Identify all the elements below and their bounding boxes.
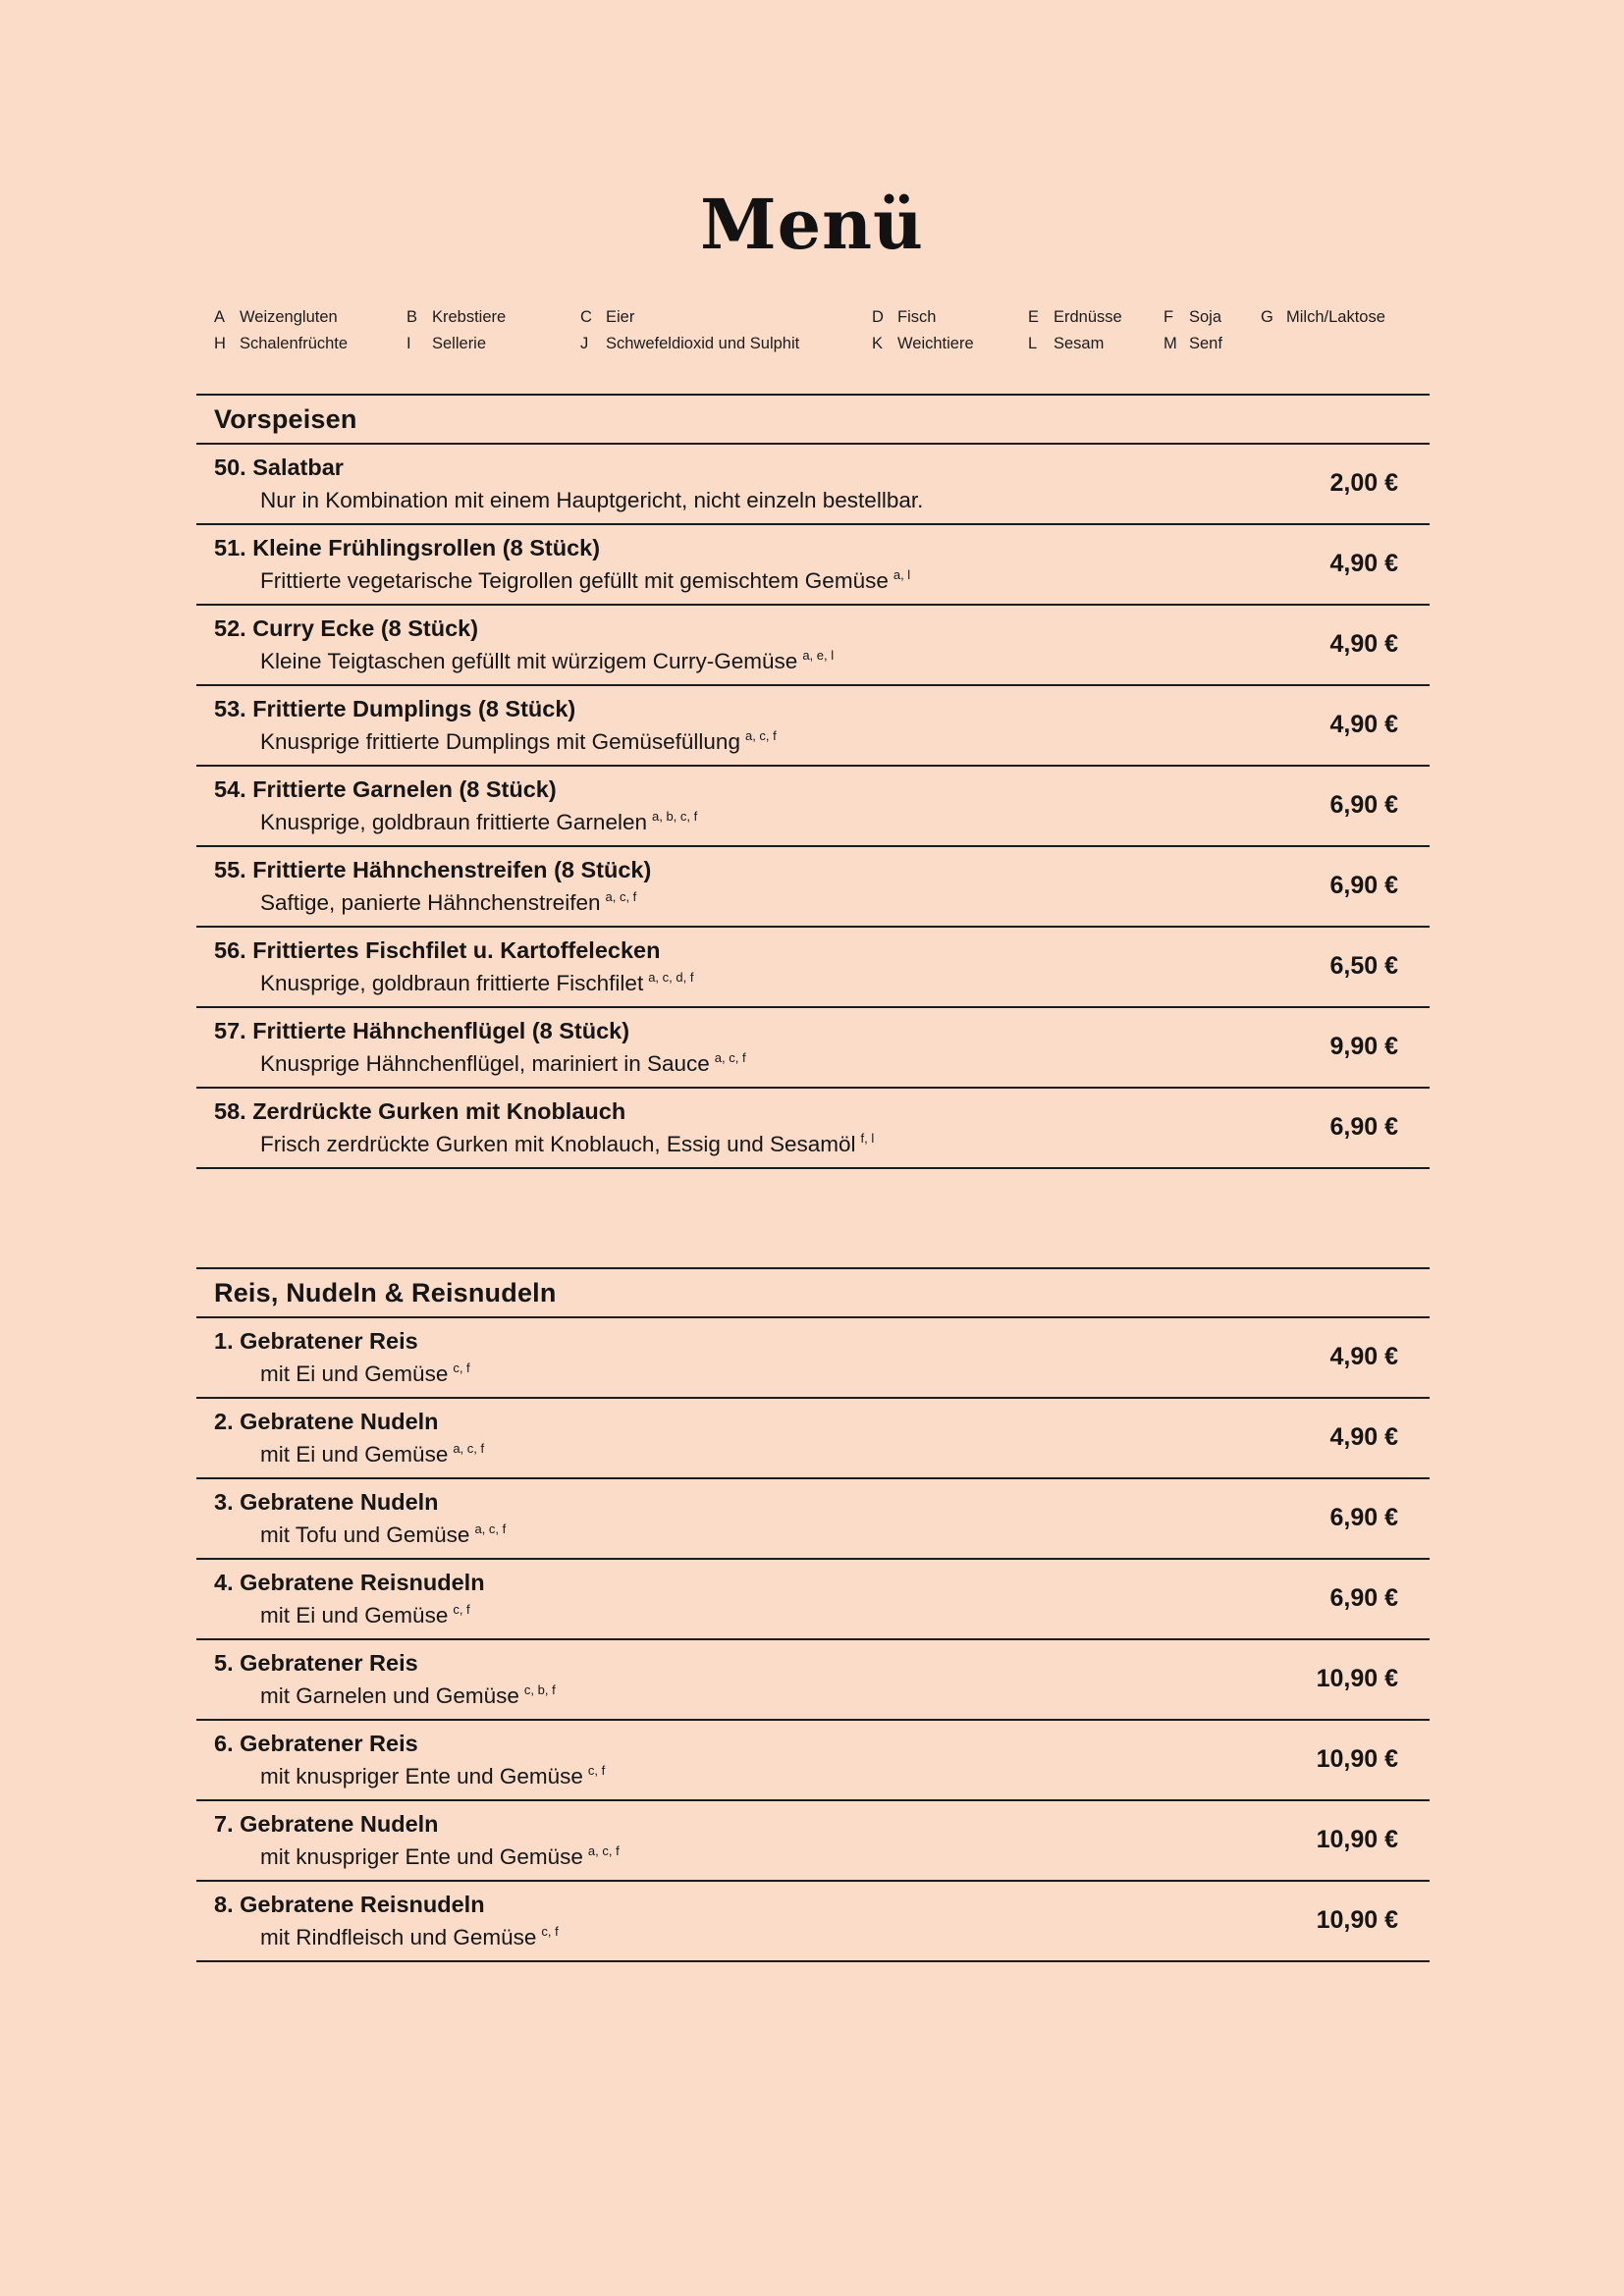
item-name: 57. Frittierte Hähnchenflügel (8 Stück) xyxy=(214,1017,630,1043)
item-text xyxy=(196,1647,1297,1712)
section-title: Vorspeisen xyxy=(196,396,1430,445)
legend-item xyxy=(406,304,580,331)
item-desc-text: mit Tofu und Gemüse xyxy=(260,1522,470,1547)
item-description xyxy=(196,1128,1310,1160)
allergen-codes: f, l xyxy=(860,1131,875,1146)
item-description xyxy=(196,725,1310,758)
legend-item xyxy=(872,331,1028,357)
item-desc-text: Nur in Kombination mit einem Hauptgericht, nicht einzeln bestellbar. xyxy=(260,487,924,512)
section-title: Reis, Nudeln & Reisnudeln xyxy=(196,1269,1430,1318)
item-desc-text: Knusprige frittierte Dumplings mit Gemüsefüllung xyxy=(260,728,740,754)
legend-item xyxy=(1261,304,1624,331)
item-description xyxy=(196,1680,1297,1712)
item-text xyxy=(196,1095,1310,1160)
menu-item xyxy=(196,525,1430,606)
item-desc-text: mit Ei und Gemüse xyxy=(260,1361,449,1386)
item-name: 7. Gebratene Nudeln xyxy=(214,1810,439,1837)
menu-item xyxy=(196,686,1430,767)
legend-label: Sellerie xyxy=(432,334,487,352)
legend-code: E xyxy=(1028,307,1040,326)
allergen-codes: a, c, f xyxy=(453,1441,485,1456)
legend-code: D xyxy=(872,307,884,326)
legend-item xyxy=(580,331,872,357)
item-price: 6,90 € xyxy=(1329,1504,1398,1531)
page-title: Menü xyxy=(700,184,924,265)
legend-row xyxy=(214,331,1624,357)
legend-code: L xyxy=(1028,334,1038,352)
item-name: 1. Gebratener Reis xyxy=(214,1327,418,1354)
item-text xyxy=(196,1567,1310,1631)
item-price: 4,90 € xyxy=(1329,1423,1398,1451)
legend-item xyxy=(1028,304,1164,331)
allergen-codes: c, f xyxy=(453,1361,470,1375)
item-text xyxy=(196,452,1310,516)
item-desc-text: Frittierte vegetarische Teigrollen gefüllt mit gemischtem Gemüse xyxy=(260,567,889,593)
item-desc-text: mit knuspriger Ente und Gemüse xyxy=(260,1843,583,1869)
item-name: 58. Zerdrückte Gurken mit Knoblauch xyxy=(214,1097,626,1124)
item-desc-text: Knusprige, goldbraun frittierte Fischfilet xyxy=(260,970,644,995)
legend-item xyxy=(1164,331,1261,357)
menu-item xyxy=(196,1399,1430,1479)
item-text xyxy=(196,1325,1310,1390)
menu-item xyxy=(196,445,1430,525)
item-name: 53. Frittierte Dumplings (8 Stück) xyxy=(214,695,576,721)
item-name: 3. Gebratene Nudeln xyxy=(214,1488,439,1515)
item-text xyxy=(196,1015,1310,1080)
allergen-codes: a, c, f xyxy=(587,1843,620,1858)
menu-item xyxy=(196,1089,1430,1169)
legend-item xyxy=(872,304,1028,331)
allergen-codes: c, f xyxy=(587,1763,606,1778)
item-description xyxy=(196,484,1310,516)
allergen-codes: a, c, f xyxy=(714,1050,746,1065)
legend-code: B xyxy=(406,307,418,326)
legend-label: Milch/Laktose xyxy=(1286,307,1385,326)
item-name: 51. Kleine Frühlingsrollen (8 Stück) xyxy=(214,534,601,561)
item-price: 10,90 € xyxy=(1316,1745,1398,1773)
allergen-codes: c, f xyxy=(453,1602,470,1617)
item-price: 10,90 € xyxy=(1316,1826,1398,1853)
legend-code: K xyxy=(872,334,884,352)
allergen-codes: a, e, l xyxy=(802,648,835,663)
legend-label: Weizengluten xyxy=(240,307,338,326)
item-desc-text: Knusprige Hähnchenflügel, mariniert in Sauce xyxy=(260,1050,710,1076)
menu-item xyxy=(196,606,1430,686)
item-text xyxy=(196,613,1310,677)
item-description xyxy=(196,1047,1310,1080)
allergen-codes: a, c, f xyxy=(605,889,637,904)
item-price: 6,90 € xyxy=(1329,1584,1398,1612)
item-name: 55. Frittierte Hähnchenstreifen (8 Stück) xyxy=(214,856,652,882)
legend-label: Eier xyxy=(606,307,635,326)
item-price: 4,90 € xyxy=(1329,630,1398,658)
item-price: 4,90 € xyxy=(1329,1343,1398,1370)
item-name: 8. Gebratene Reisnudeln xyxy=(214,1891,485,1917)
legend-code: J xyxy=(580,334,589,352)
item-text xyxy=(196,1486,1310,1551)
item-price: 2,00 € xyxy=(1329,469,1398,497)
item-desc-text: mit Rindfleisch und Gemüse xyxy=(260,1924,537,1949)
item-description xyxy=(196,806,1310,838)
item-desc-text: Kleine Teigtaschen gefüllt mit würzigem Curry-Gemüse xyxy=(260,648,798,673)
item-name: 5. Gebratener Reis xyxy=(214,1649,418,1676)
item-name: 56. Frittiertes Fischfilet u. Kartoffelecken xyxy=(214,936,661,963)
legend-item xyxy=(406,331,580,357)
legend-item xyxy=(1164,304,1261,331)
allergen-codes: a, l xyxy=(893,567,911,582)
section-vorspeisen xyxy=(196,394,1430,1169)
legend-item xyxy=(580,304,872,331)
item-name: 2. Gebratene Nudeln xyxy=(214,1408,439,1434)
item-desc-text: mit Ei und Gemüse xyxy=(260,1441,449,1467)
item-name: 50. Salatbar xyxy=(214,454,344,480)
menu-item xyxy=(196,1008,1430,1089)
menu-item xyxy=(196,1640,1430,1721)
item-text xyxy=(196,774,1310,838)
menu-item xyxy=(196,1318,1430,1399)
menu-item xyxy=(196,1560,1430,1640)
legend-item xyxy=(1261,331,1624,357)
item-name: 4. Gebratene Reisnudeln xyxy=(214,1569,485,1595)
item-name: 54. Frittierte Garnelen (8 Stück) xyxy=(214,775,557,802)
item-description xyxy=(196,1519,1310,1551)
legend-label: Weichtiere xyxy=(897,334,974,352)
item-name: 6. Gebratener Reis xyxy=(214,1730,418,1756)
legend-row xyxy=(214,304,1624,331)
menu-item xyxy=(196,1882,1430,1962)
allergen-codes: a, c, f xyxy=(744,728,777,743)
item-text xyxy=(196,1808,1297,1873)
legend-item xyxy=(1028,331,1164,357)
legend-code: H xyxy=(214,334,226,352)
item-description xyxy=(196,564,1310,597)
item-description xyxy=(196,1760,1297,1792)
menu-content xyxy=(196,394,1430,1962)
legend-code: I xyxy=(406,334,411,352)
item-price: 6,90 € xyxy=(1329,872,1398,899)
legend-label: Erdnüsse xyxy=(1054,307,1122,326)
section-reis-nudeln-reisnudeln xyxy=(196,1267,1430,1962)
allergen-codes: a, c, f xyxy=(474,1522,507,1536)
allergen-codes: c, f xyxy=(541,1924,559,1939)
menu-item xyxy=(196,1721,1430,1801)
menu-item xyxy=(196,1801,1430,1882)
allergen-codes: a, c, d, f xyxy=(648,970,694,985)
legend-item xyxy=(214,331,406,357)
item-desc-text: Knusprige, goldbraun frittierte Garnelen xyxy=(260,809,647,834)
item-text xyxy=(196,1889,1297,1953)
legend-label: Schwefeldioxid und Sulphit xyxy=(606,334,800,352)
item-price: 6,50 € xyxy=(1329,952,1398,980)
menu-item xyxy=(196,847,1430,928)
legend-code: F xyxy=(1164,307,1174,326)
legend-code: A xyxy=(214,307,226,326)
item-text xyxy=(196,1406,1310,1470)
menu-item xyxy=(196,928,1430,1008)
item-description xyxy=(196,1841,1297,1873)
menu-item xyxy=(196,767,1430,847)
item-description xyxy=(196,645,1310,677)
item-price: 10,90 € xyxy=(1316,1665,1398,1692)
legend-code: G xyxy=(1261,307,1273,326)
item-price: 9,90 € xyxy=(1329,1033,1398,1060)
legend-item xyxy=(214,304,406,331)
item-description xyxy=(196,967,1310,999)
legend-label: Senf xyxy=(1189,334,1222,352)
legend-label: Sesam xyxy=(1054,334,1105,352)
legend-code: M xyxy=(1164,334,1177,352)
legend-label: Fisch xyxy=(897,307,937,326)
legend-code: C xyxy=(580,307,592,326)
item-text xyxy=(196,934,1310,999)
legend-label: Soja xyxy=(1189,307,1222,326)
item-price: 6,90 € xyxy=(1329,791,1398,819)
item-description xyxy=(196,886,1310,919)
item-desc-text: Frisch zerdrückte Gurken mit Knoblauch, Essig und Sesamöl xyxy=(260,1131,856,1156)
item-description xyxy=(196,1438,1310,1470)
legend-label: Krebstiere xyxy=(432,307,507,326)
item-text xyxy=(196,532,1310,597)
item-desc-text: mit Ei und Gemüse xyxy=(260,1602,449,1628)
item-name: 52. Curry Ecke (8 Stück) xyxy=(214,614,479,641)
allergen-legend xyxy=(214,304,1624,357)
allergen-codes: c, b, f xyxy=(523,1682,556,1697)
item-price: 4,90 € xyxy=(1329,550,1398,577)
allergen-codes: a, b, c, f xyxy=(651,809,698,824)
item-description xyxy=(196,1358,1310,1390)
item-text xyxy=(196,693,1310,758)
menu-item xyxy=(196,1479,1430,1560)
item-price: 10,90 € xyxy=(1316,1906,1398,1934)
item-description xyxy=(196,1599,1310,1631)
item-price: 6,90 € xyxy=(1329,1113,1398,1141)
item-price: 4,90 € xyxy=(1329,711,1398,738)
legend-label: Schalenfrüchte xyxy=(240,334,349,352)
item-desc-text: mit Garnelen und Gemüse xyxy=(260,1682,519,1708)
item-description xyxy=(196,1921,1297,1953)
item-text xyxy=(196,854,1310,919)
item-desc-text: mit knuspriger Ente und Gemüse xyxy=(260,1763,583,1789)
item-text xyxy=(196,1728,1297,1792)
item-desc-text: Saftige, panierte Hähnchenstreifen xyxy=(260,889,601,915)
